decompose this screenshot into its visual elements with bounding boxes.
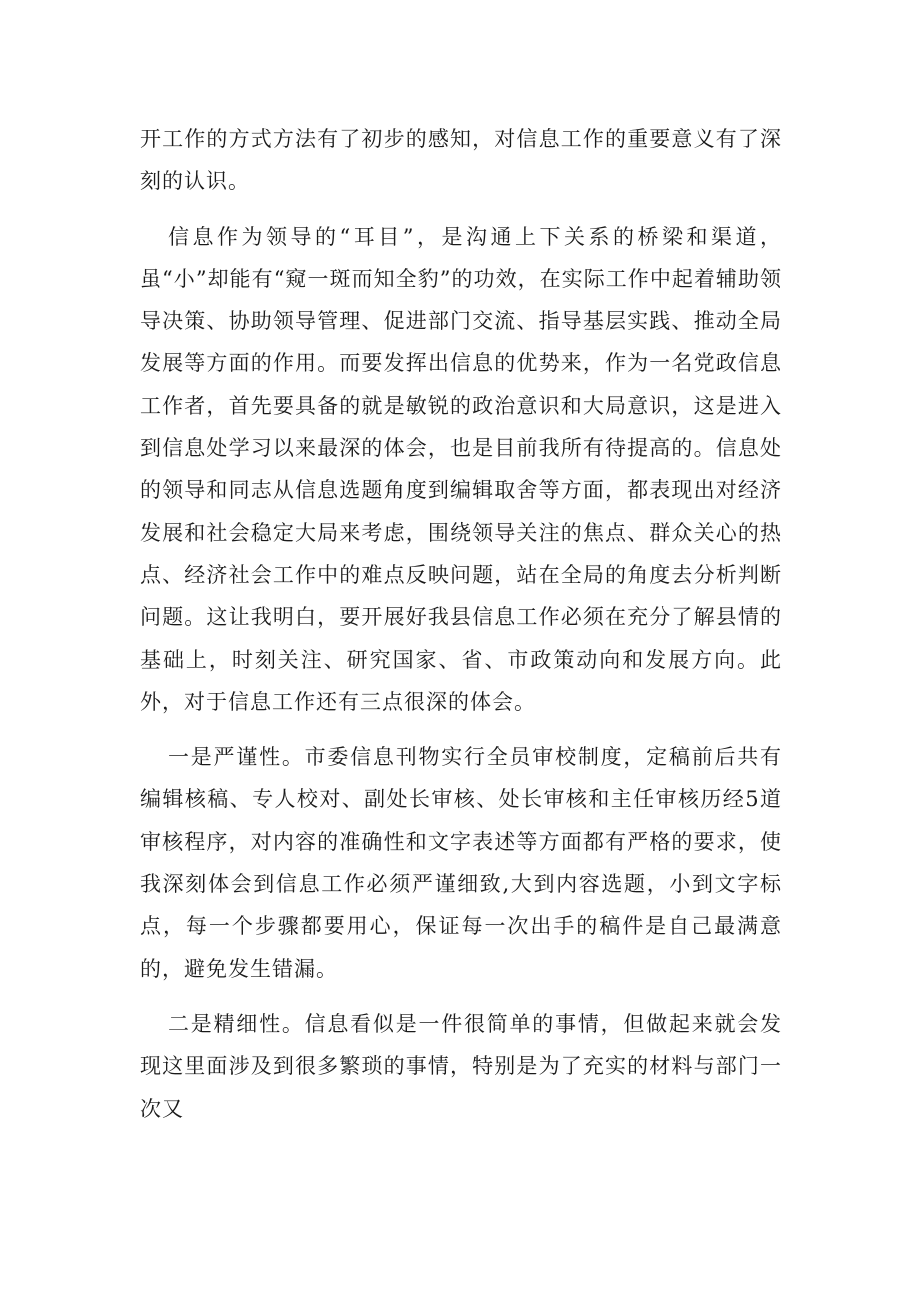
paragraph-2: 信息作为领导的“耳目”，是沟通上下关系的桥梁和渠道，虽“小”却能有“窥一斑而知全豹”的功效，在实际工作中起着辅助领导决策、协助领导管理、促进部门交流、指导基层实践、推动全局发展等方面的作用。而要发挥出信息的优势来，作为一名党政信息工作者，首先要具备的就是敏锐的政治意识和大局意识，这是进入到信息处学习以来最深的体会，也是目前我所有待提高的。信息处的领导和同志从信息选题角度到编辑取舍等方面，都表现出对经济发展和社会稳定大局来考虑，围绕领导关注的焦点、群众关心的热点、经济社会工作中的难点反映问题，站在全局的角度去分析判断问题。这让我明白，要开展好我县信息工作必须在充分了解县情的基础上，时刻关注、研究国家、省、市政策动向和发展方向。此外，对于信息工作还有三点很深的体会。: [140, 224, 782, 714]
document-body: [140, 118, 782, 1143]
paragraph-1: 开工作的方式方法有了初步的感知，对信息工作的重要意义有了深刻的认识。: [140, 127, 782, 194]
paragraph-4: 二是精细性。信息看似是一件很简单的事情，但做起来就会发现这里面涉及到很多繁琐的事情，特别是为了充实的材料与部门一次又: [140, 1011, 782, 1121]
paragraph-3: 一是严谨性。市委信息刊物实行全员审校制度，定稿前后共有编辑核稿、专人校对、副处长审核、处长审核和主任审核历经5道审核程序，对内容的准确性和文字表述等方面都有严格的要求，使我深刻体会到信息工作必须严谨细致,大到内容选题，小到文字标点，每一个步骤都要用心，保证每一次出手的稿件是自己最满意的，避免发生错漏。: [140, 745, 782, 981]
